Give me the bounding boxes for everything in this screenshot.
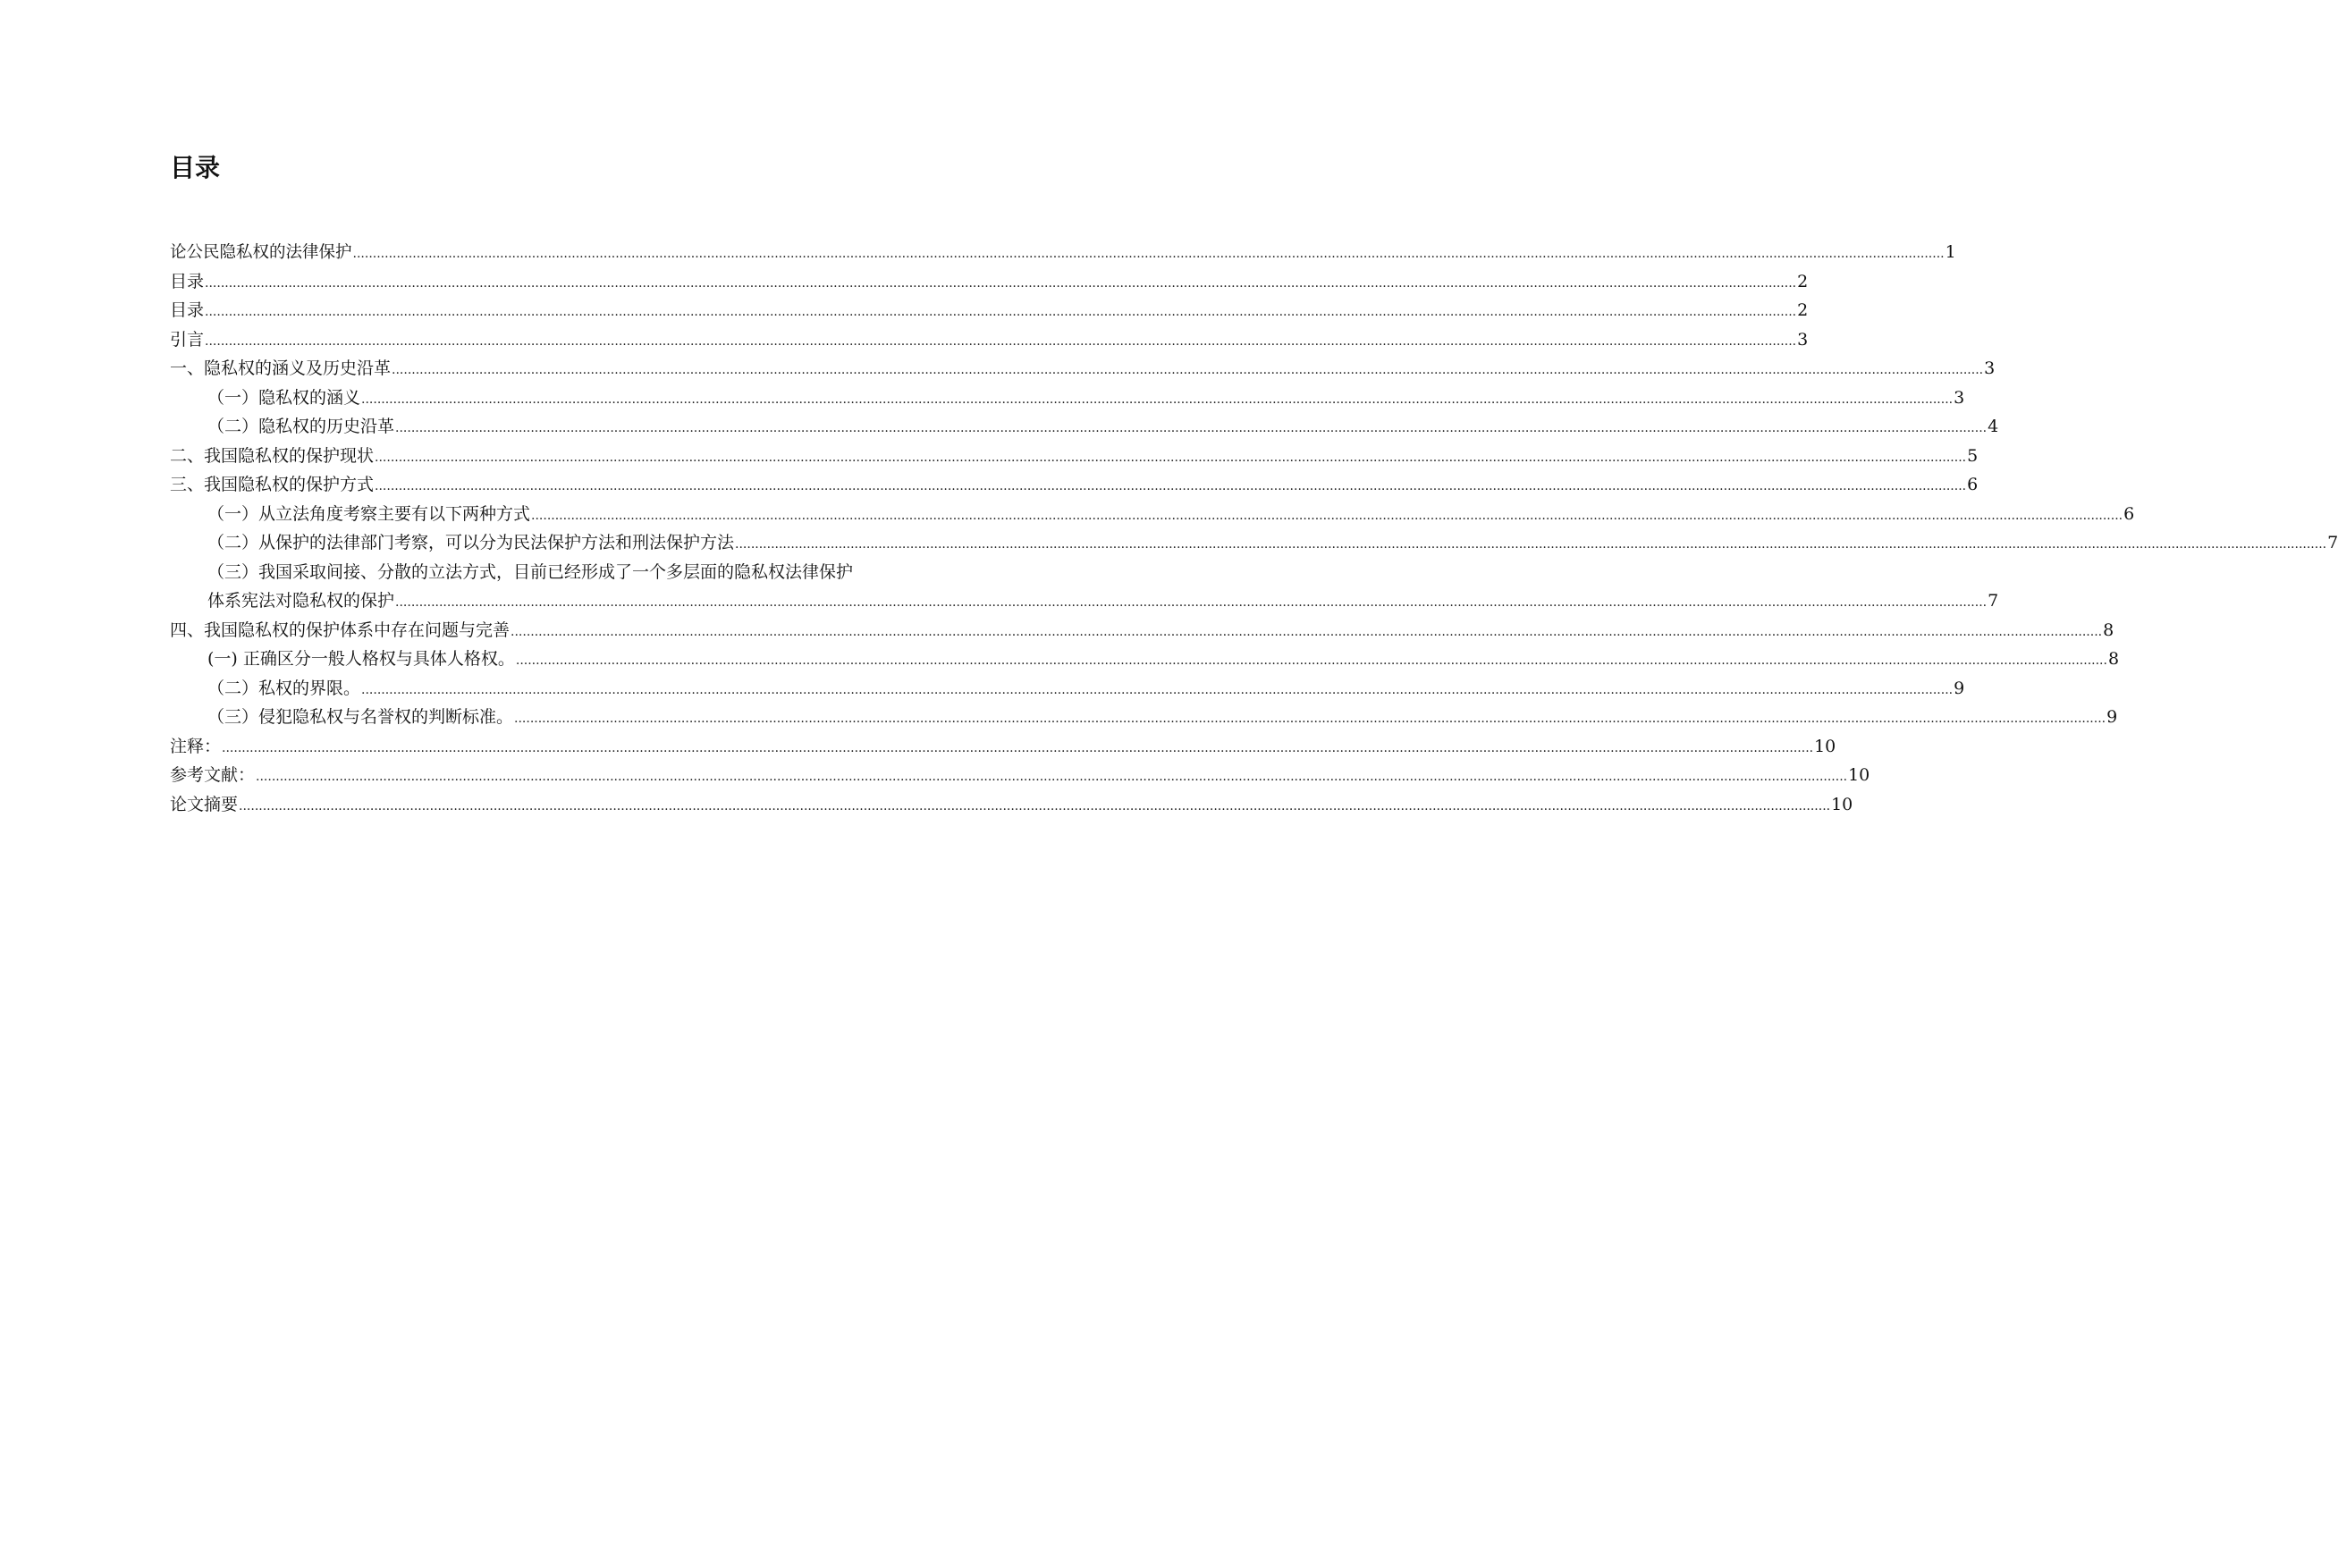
toc-entry-page: 9	[1954, 678, 1965, 698]
toc-entry[interactable]	[170, 384, 1965, 413]
toc-entry-page: 1	[1945, 242, 1956, 262]
toc-entry-page: 3	[1797, 329, 1809, 350]
toc-entry[interactable]	[170, 616, 2114, 645]
toc-entry-title: 四、我国隐私权的保护体系中存在问题与完善	[170, 620, 511, 640]
toc-entry-title: 目录	[170, 271, 205, 291]
toc-entry[interactable]	[170, 354, 1996, 384]
toc-entry[interactable]	[170, 703, 2118, 732]
toc-entry[interactable]	[170, 325, 1809, 355]
toc-entry-title: 参考文献：	[170, 765, 256, 785]
toc-entry-page: 10	[1848, 765, 1870, 785]
toc-entry-title: 论文摘要	[170, 794, 239, 814]
toc-entry-title: 目录	[170, 300, 205, 320]
dot-leader: ................................................................................................................................................................................................................................................................................................................................................................................................................	[361, 392, 1954, 407]
toc-entry-page: 7	[1988, 591, 1999, 611]
dot-leader: ................................................................................................................................................................................................................................................................................................................................................................................................................	[222, 740, 1814, 755]
toc-entry[interactable]	[170, 267, 1809, 297]
toc-entry[interactable]	[170, 645, 2120, 674]
dot-leader: ................................................................................................................................................................................................................................................................................................................................................................................................................	[514, 712, 2106, 726]
toc-entry[interactable]	[170, 674, 1965, 704]
toc-entry[interactable]	[170, 442, 1979, 471]
dot-leader: ................................................................................................................................................................................................................................................................................................................................................................................................................	[735, 537, 2327, 552]
toc-entry[interactable]	[170, 558, 944, 587]
toc-entry-page: 5	[1967, 445, 1979, 466]
toc-entry-title: （三）我国采取间接、分散的立法方式，目前已经形成了一个多层面的隐私权法律保护	[207, 561, 854, 582]
toc-entry-title: （二）私权的界限。	[207, 678, 361, 698]
toc-entry-page: 6	[2123, 503, 2135, 524]
toc-entry-title: （三）侵犯隐私权与名誉权的判断标准。	[207, 707, 514, 727]
toc-entry-page: 2	[1797, 271, 1809, 291]
toc-entry-page: 8	[2103, 620, 2114, 640]
toc-entry-page: 4	[1988, 417, 1999, 436]
toc-entry[interactable]	[170, 790, 1853, 820]
toc-entry[interactable]	[170, 296, 1809, 325]
toc-entry-title: 注释：	[170, 736, 222, 756]
toc-entry-title: 论公民隐私权的法律保护	[170, 243, 352, 262]
toc-entry-page: 10	[1814, 736, 1836, 756]
toc-entry-title: （一）隐私权的涵义	[207, 387, 361, 408]
dot-leader: ................................................................................................................................................................................................................................................................................................................................................................................................................	[361, 682, 1954, 697]
dot-leader: ................................................................................................................................................................................................................................................................................................................................................................................................................	[375, 450, 1967, 465]
toc-entry-page: 6	[1967, 475, 1979, 494]
toc-entry[interactable]	[170, 761, 1870, 790]
dot-leader: ................................................................................................................................................................................................................................................................................................................................................................................................................	[515, 653, 2107, 668]
dot-leader: ................................................................................................................................................................................................................................................................................................................................................................................................................	[239, 798, 1831, 814]
toc-entry-title: 引言	[170, 329, 205, 350]
dot-leader: ................................................................................................................................................................................................................................................................................................................................................................................................................	[511, 624, 2103, 639]
toc-entry-page: 3	[1984, 358, 1996, 378]
toc-entry-page: 3	[1954, 387, 1965, 408]
toc-entry-title: 一、隐私权的涵义及历史沿革	[170, 358, 392, 378]
dot-leader: ................................................................................................................................................................................................................................................................................................................................................................................................................	[205, 333, 1797, 349]
toc-entry[interactable]	[170, 238, 1956, 267]
dot-leader: ................................................................................................................................................................................................................................................................................................................................................................................................................	[531, 508, 2123, 523]
toc-entry[interactable]	[170, 412, 1999, 442]
toc-entry-continuation[interactable]	[170, 586, 1999, 616]
toc-entry-title: 三、我国隐私权的保护方式	[170, 475, 375, 494]
toc-entry[interactable]	[170, 732, 1836, 762]
dot-leader: ................................................................................................................................................................................................................................................................................................................................................................................................................	[395, 595, 1988, 610]
toc-entry[interactable]	[170, 470, 1979, 500]
dot-leader: ................................................................................................................................................................................................................................................................................................................................................................................................................	[392, 363, 1984, 377]
dot-leader: ................................................................................................................................................................................................................................................................................................................................................................................................................	[375, 479, 1967, 493]
toc-entry-title: 二、我国隐私权的保护现状	[170, 445, 375, 466]
toc-entry[interactable]	[170, 500, 2135, 529]
toc-heading: 目录	[170, 153, 221, 182]
toc-entry-title: （一）从立法角度考察主要有以下两种方式	[207, 503, 531, 524]
dot-leader: ................................................................................................................................................................................................................................................................................................................................................................................................................	[205, 305, 1797, 319]
toc-entry-title-continuation: 体系宪法对隐私权的保护	[207, 591, 395, 611]
dot-leader: ................................................................................................................................................................................................................................................................................................................................................................................................................	[205, 275, 1797, 291]
toc-entry-title: （二）隐私权的历史沿革	[207, 417, 395, 436]
toc-entry-page: 2	[1797, 300, 1809, 320]
toc-list	[170, 238, 2338, 819]
toc-entry-title: (一) 正确区分一般人格权与具体人格权。	[207, 649, 515, 669]
toc-entry-page: 8	[2107, 649, 2120, 669]
toc-entry-page: 7	[2327, 533, 2338, 552]
toc-entry-page: 9	[2106, 707, 2118, 727]
toc-entry[interactable]	[170, 528, 2338, 558]
toc-entry-page: 10	[1831, 794, 1853, 814]
toc-entry-title: （二）从保护的法律部门考察，可以分为民法保护方法和刑法保护方法	[207, 533, 735, 552]
dot-leader: ................................................................................................................................................................................................................................................................................................................................................................................................................	[352, 247, 1945, 261]
dot-leader: ................................................................................................................................................................................................................................................................................................................................................................................................................	[395, 421, 1988, 435]
dot-leader: ................................................................................................................................................................................................................................................................................................................................................................................................................	[256, 770, 1848, 784]
